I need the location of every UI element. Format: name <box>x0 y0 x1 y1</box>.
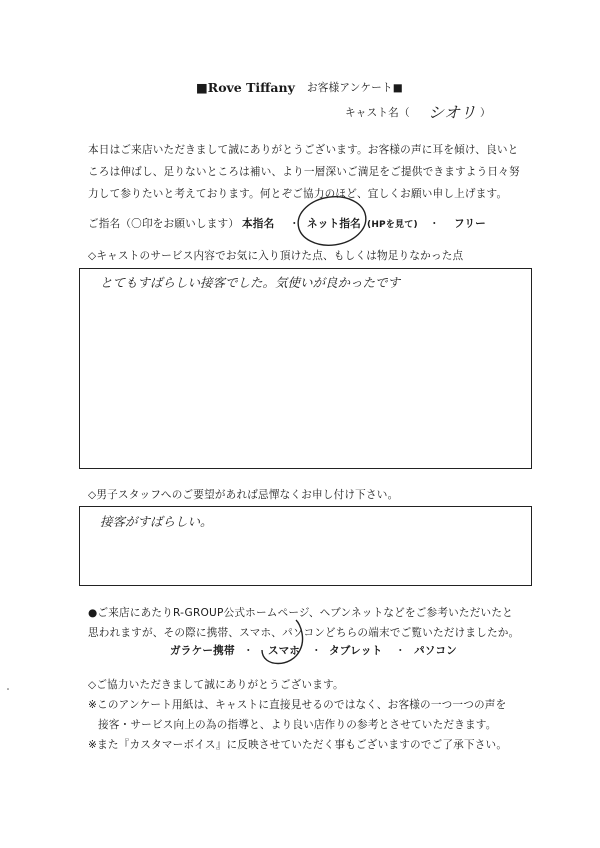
cast-close: ） <box>480 107 491 119</box>
nomination-separator: ・ <box>289 218 300 230</box>
nomination-option-net[interactable]: ネット指名 <box>307 218 361 230</box>
q1-prompt: ◇キャストのサービス内容でお気に入り頂けた点、もしくは物足りなかった点 <box>88 250 464 262</box>
survey-title: お客様アンケート■ <box>307 82 403 94</box>
footer-line-1: ◇ご協力いただきまして誠にありがとうございます。 <box>88 679 344 691</box>
q1-answer-box[interactable] <box>79 268 532 469</box>
footer-line-4: ※また『カスタマーボイス』に反映させていただく事もございますのでご了承下さい。 <box>88 739 508 751</box>
q3-line-2: 思われますが、その際に携帯、スマホ、パソコンどちらの端末でご覧いただけましたか。 <box>88 627 520 639</box>
q2-answer-text: 接客がすばらしい。 <box>100 514 213 529</box>
device-option-tablet[interactable]: タブレット <box>329 645 383 657</box>
page-speck <box>7 688 9 690</box>
nomination-label: ご指名（〇印をお願いします） <box>88 218 240 230</box>
intro-line-1: 本日はご来店いただきまして誠にありがとうございます。お客様の声に耳を傾け、良いと <box>88 144 519 156</box>
device-option-smartphone[interactable]: スマホ <box>268 645 301 657</box>
device-option-pc[interactable]: パソコン <box>414 645 457 657</box>
nomination-separator: ・ <box>429 218 440 230</box>
cast-label: キャスト名（ <box>345 107 410 119</box>
q3-line-1: ●ご来店にあたりR-GROUP公式ホームページ、ヘブンネットなどをご参考いただいたと <box>88 607 513 619</box>
footer-line-2: ※このアンケート用紙は、キャストに直接見せるのではなく、お客様の一つ一つの声を <box>88 699 507 711</box>
nomination-option-main[interactable]: 本指名 <box>242 218 275 230</box>
nomination-option-net-note: (HPを見て) <box>367 220 418 230</box>
device-option-feature-phone[interactable]: ガラケー携帯 <box>170 645 235 657</box>
device-separator: ・ <box>243 645 254 657</box>
device-separator: ・ <box>311 645 322 657</box>
device-separator: ・ <box>395 645 406 657</box>
q2-prompt: ◇男子スタッフへのご要望があれば忌憚なくお申し付け下さい。 <box>88 489 399 501</box>
store-name: ■Rove Tiffany <box>196 80 295 95</box>
intro-line-2: ころは伸ばし、足りないところは補い、より一層深いご満足をご提供できますよう日々努 <box>88 166 520 178</box>
intro-line-3: 力して参りたいと考えております。何とぞご協力のほど、宜しくお願い申し上げます。 <box>88 188 508 200</box>
footer-line-3: 接客・サービス向上の為の指導と、より良い店作りの参考とさせていただきます。 <box>98 719 497 731</box>
cast-name: シオリ <box>428 103 477 122</box>
nomination-option-free[interactable]: フリー <box>454 218 486 230</box>
q1-answer-text: とてもすばらしい接客でした。気使いが良かったです <box>100 275 401 290</box>
